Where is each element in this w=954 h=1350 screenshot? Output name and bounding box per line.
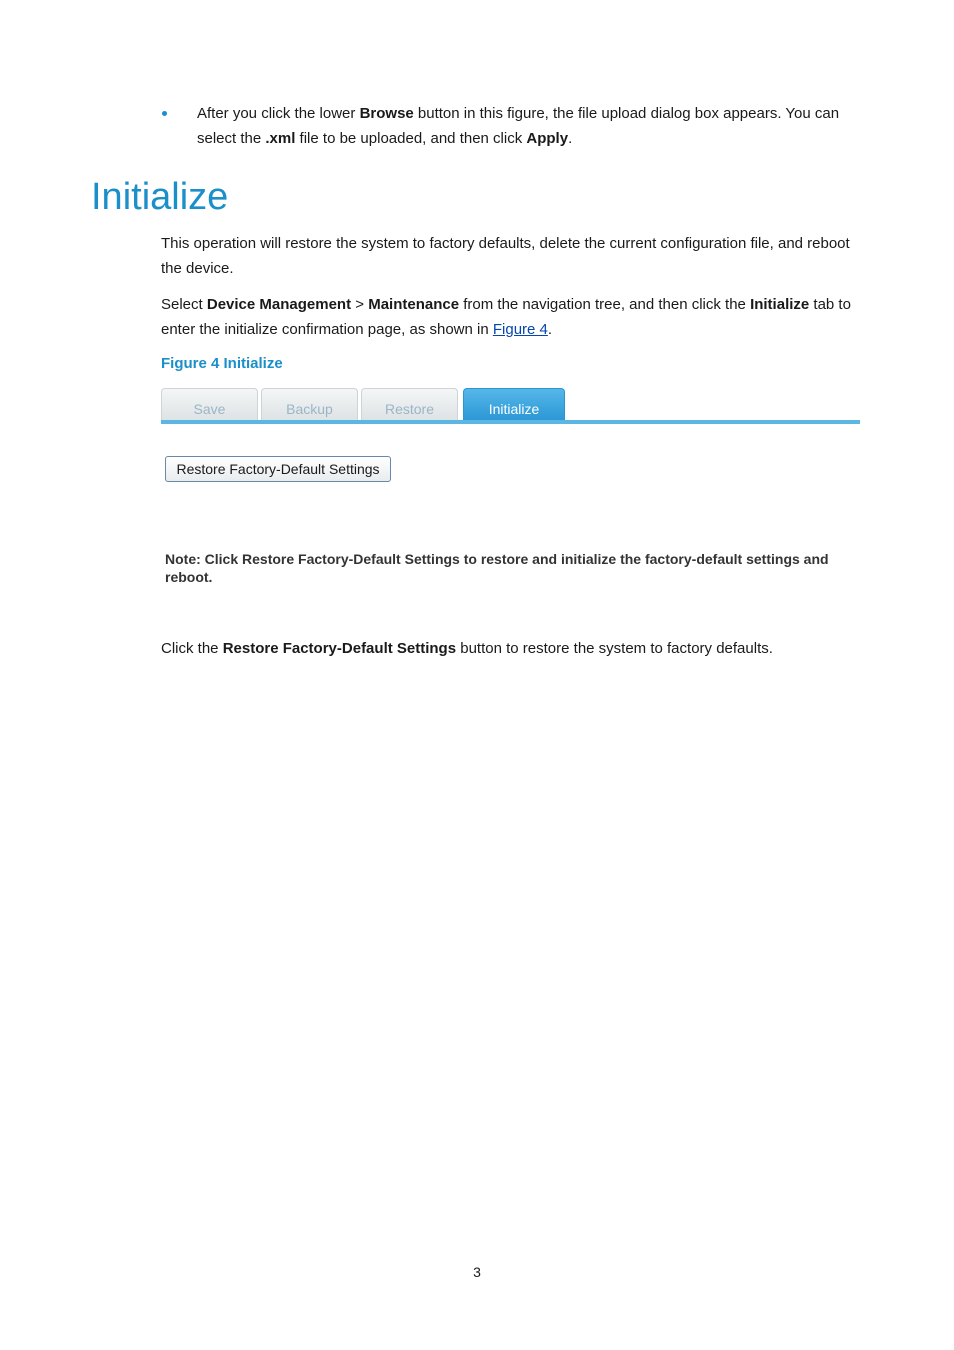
text-run: Click the <box>161 640 223 657</box>
text-run: tab to enter the initialize confirmation page, as shown in <box>161 296 851 338</box>
tab-initialize[interactable]: Initialize <box>463 388 565 421</box>
note-text: Note: Click Restore Factory-Default Settings to restore and initialize the factory-default settings and reboot. <box>165 551 829 585</box>
tab-save[interactable]: Save <box>161 388 258 421</box>
figure-caption: Figure 4 Initialize <box>161 355 283 372</box>
bold-xml: .xml <box>265 130 296 147</box>
bold-restore-factory-default: Restore Factory-Default Settings <box>222 640 457 657</box>
page-number: 3 <box>473 1264 481 1280</box>
tab-backup[interactable]: Backup <box>261 388 358 421</box>
text-run: file to be uploaded, and then click <box>295 130 527 147</box>
bold-device-management: Device Management <box>206 296 352 313</box>
bold-maintenance: Maintenance <box>368 296 460 313</box>
text-run: button in this figure, the file upload dialog box appears. You can select the <box>197 105 840 147</box>
initialize-figure <box>161 386 861 596</box>
text-run: After you click the lower <box>197 105 360 122</box>
bullet-dot <box>162 111 167 116</box>
tab-underline <box>161 420 860 424</box>
instruction-paragraph <box>161 292 876 342</box>
text-run: . <box>568 130 573 147</box>
text-run: button to restore the system to factory defaults. <box>456 640 773 657</box>
restore-factory-default-button[interactable]: Restore Factory-Default Settings <box>165 456 391 482</box>
text-run: Select <box>161 296 207 313</box>
text-run: from the navigation tree, and then click the <box>459 296 751 313</box>
bold-apply: Apply <box>526 130 569 147</box>
bold-initialize: Initialize <box>750 296 810 313</box>
section-heading: Initialize <box>91 176 229 218</box>
figure-link[interactable]: Figure 4 <box>492 321 548 338</box>
tab-restore[interactable]: Restore <box>361 388 458 421</box>
bullet-paragraph <box>197 101 877 151</box>
closing-paragraph <box>161 636 881 661</box>
text-run: . <box>547 321 553 338</box>
intro-paragraph: This operation will restore the system to factory defaults, delete the current configuration file, and reboot the device. <box>161 235 850 277</box>
bold-browse: Browse <box>359 105 414 122</box>
text-run: > <box>351 296 369 313</box>
